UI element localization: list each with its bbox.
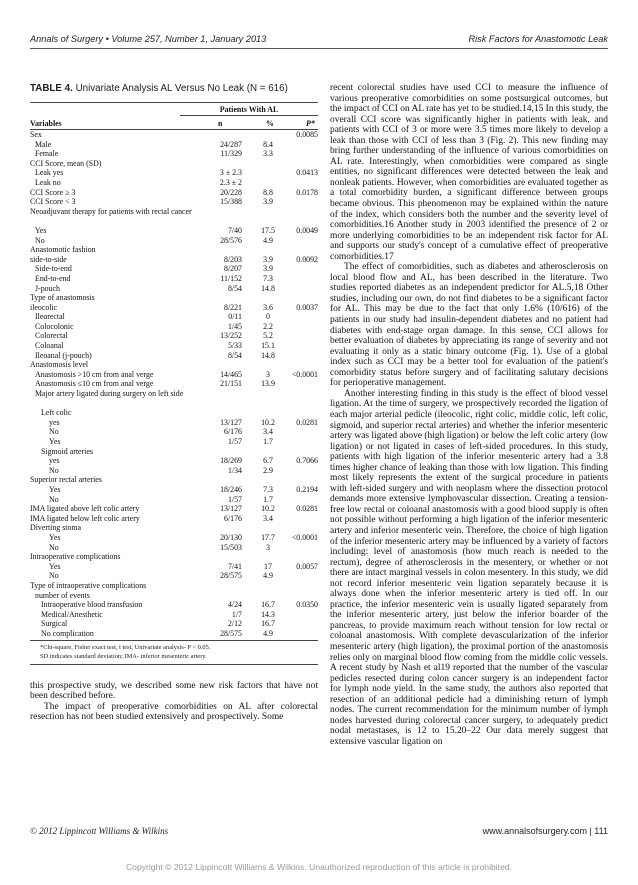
table-cell-variable: Leak yes xyxy=(35,168,64,178)
table-cell-n: 18/246 xyxy=(220,484,242,494)
table-cell-percent: 15.1 xyxy=(261,341,275,351)
table-cell-n: 2.3 ± 2 xyxy=(219,177,242,187)
table-row xyxy=(30,197,318,207)
table-cell-p: 0.0057 xyxy=(296,561,318,571)
table-row xyxy=(30,619,318,629)
table-cell-percent: 14.8 xyxy=(261,283,275,293)
table-cell-variable: Yes xyxy=(49,561,61,571)
table-cell-percent: 17 xyxy=(264,561,272,571)
table-row xyxy=(30,207,318,226)
footer-url-page: www.annalsofsurgery.com | 111 xyxy=(482,826,608,836)
table-bottom-rule xyxy=(30,640,318,641)
table-cell-variable: Anastomotic fashion xyxy=(30,245,96,255)
table-footnote-abbrev: SD indicates standard deviation; IMA- inferior mesenteric artery. xyxy=(40,653,207,661)
table-cell-n: 21/151 xyxy=(220,379,242,389)
table-row xyxy=(30,466,318,476)
table-cell-variable: Surgical xyxy=(41,619,68,629)
paragraph: this prospective study, we described some new risk factors that have not been described before. xyxy=(30,680,318,702)
table-cell-variable: Neoadjuvant therapy for patients with rectal cancer xyxy=(30,206,192,216)
table-cell-percent: 2.9 xyxy=(263,465,273,475)
table-cell-variable: Ileorectal xyxy=(35,312,65,322)
table-row xyxy=(30,379,318,389)
table-cell-percent: 4.9 xyxy=(263,628,273,638)
table-cell-percent: 3 xyxy=(266,369,270,379)
running-header xyxy=(30,34,608,44)
table-row xyxy=(30,284,318,294)
table-cell-variable: Yes xyxy=(49,532,61,542)
table-row xyxy=(30,351,318,361)
table-cell-percent: 3.9 xyxy=(263,264,273,274)
table-caption xyxy=(30,83,318,95)
table-cell-percent: 1.7 xyxy=(263,494,273,504)
table-group-header: Patients With AL xyxy=(219,105,279,114)
table-cell-p: 0.0413 xyxy=(296,168,318,178)
table-cell-n: 1/57 xyxy=(227,437,242,446)
table-cell-variable: CCI Score ≥ 3 xyxy=(30,187,76,197)
journal-header: Annals of Surgery • Volume 257, Number 1, January 2013 xyxy=(30,34,267,44)
table-row xyxy=(30,629,318,639)
table-row xyxy=(30,427,318,437)
table-cell-n: 8/54 xyxy=(227,350,242,360)
table-row xyxy=(30,322,318,332)
table-row xyxy=(30,571,318,581)
table-cell-variable: ileocolic xyxy=(30,302,58,312)
table-cell-n: 1/57 xyxy=(227,494,242,504)
table-row xyxy=(30,303,318,313)
col-header-percent: % xyxy=(266,119,274,128)
table-label: TABLE 4. xyxy=(30,83,73,94)
table-cell-percent: 17.7 xyxy=(261,532,275,542)
table-row xyxy=(30,312,318,322)
table-cell-n: 8/54 xyxy=(227,283,242,293)
table-cell-percent: 2.2 xyxy=(263,321,273,331)
table-row xyxy=(30,485,318,495)
table-cell-variable: Sigmoid arteries xyxy=(41,446,93,456)
table-row xyxy=(30,389,318,408)
table-cell-n: 1/34 xyxy=(227,465,242,475)
table-cell-percent: 8.8 xyxy=(263,187,273,197)
table-cell-variable: No xyxy=(49,571,59,581)
table-cell-variable: No xyxy=(35,235,45,245)
table-cell-p: 0.7066 xyxy=(296,456,318,466)
table-cell-n: 6/176 xyxy=(224,513,242,523)
table-row xyxy=(30,600,318,610)
table-row xyxy=(30,475,318,485)
table-row xyxy=(30,245,318,255)
table-cell-n: 15/503 xyxy=(220,542,242,552)
table-cell-percent: 13.9 xyxy=(261,379,275,389)
table-footnote-stats: *Chi-square, Fisher exact test, t test, Univariate analysis- P < 0.05. xyxy=(40,644,211,652)
table-cell-percent: 3.9 xyxy=(263,254,273,264)
table-cell-variable: J-pouch xyxy=(35,283,60,293)
table-cell-n: 3 ± 2.3 xyxy=(219,168,242,178)
header-rule xyxy=(30,48,608,49)
table-cell-n: 28/575 xyxy=(220,628,242,638)
left-column xyxy=(30,83,318,723)
table-row xyxy=(30,610,318,620)
table-cell-percent: 10.2 xyxy=(261,417,275,427)
table-row xyxy=(30,331,318,341)
table-cell-n: 13/127 xyxy=(220,504,242,514)
table-cell-percent: 16.7 xyxy=(261,619,275,629)
table-cell-variable: No complication xyxy=(41,628,94,638)
table-cell-variable: End-to-end xyxy=(35,273,71,283)
table-cell-p: <0.0001 xyxy=(291,369,318,379)
table-cell-percent: 8.4 xyxy=(263,139,273,149)
table-row xyxy=(30,274,318,284)
table-cell-n: 13/127 xyxy=(220,417,242,427)
table-cell-variable: Diverting stoma xyxy=(30,523,82,533)
table-cell-n: 20/130 xyxy=(220,532,242,542)
table-cell-n: 20/228 xyxy=(220,187,242,197)
table-cell-p: <0.0001 xyxy=(291,532,318,542)
table-footnotes xyxy=(30,644,318,661)
table-cell-variable: No xyxy=(49,542,59,552)
table-cell-percent: 17.5 xyxy=(261,225,275,235)
table-cell-variable: Type of intraoperative complications xyxy=(30,580,147,590)
table-row xyxy=(30,591,318,601)
table-row xyxy=(30,408,318,418)
table-cell-variable: No xyxy=(49,494,59,504)
table-cell-n: 15/388 xyxy=(220,197,242,207)
table-cell-variable: Colocolonic xyxy=(35,321,74,331)
table-row xyxy=(30,456,318,466)
table-row xyxy=(30,188,318,198)
table-cell-n: 6/176 xyxy=(224,427,242,437)
table-cell-n: 14/465 xyxy=(220,369,242,379)
table-row xyxy=(30,293,318,303)
table-cell-percent: 4.9 xyxy=(263,235,273,245)
table-row xyxy=(30,264,318,274)
table-row xyxy=(30,514,318,524)
table-row xyxy=(30,370,318,380)
table-cell-p: 0.0085 xyxy=(296,130,318,139)
table-cell-variable: yes xyxy=(49,417,60,427)
col-header-n: n xyxy=(218,119,223,128)
table-cell-n: 11/329 xyxy=(220,149,242,159)
table-cell-variable: Yes xyxy=(49,437,61,446)
table-cell-n: 1/7 xyxy=(231,609,242,619)
table-cell-n: 8/221 xyxy=(224,302,242,312)
table-cell-variable: Intraoperative complications xyxy=(30,552,121,562)
table-cell-n: 7/41 xyxy=(227,561,242,571)
table-cell-n: 18/269 xyxy=(220,456,242,466)
table-cell-variable: Medical/Anesthetic xyxy=(41,609,103,619)
table-row xyxy=(30,159,318,169)
table-cell-p: 0.0350 xyxy=(296,600,318,610)
table-cell-variable: Male xyxy=(35,139,52,149)
page-footer xyxy=(30,826,608,836)
table-body xyxy=(30,130,318,638)
table-row xyxy=(30,533,318,543)
table-cell-variable: Coloanal xyxy=(35,341,64,351)
table-cell-percent: 3.9 xyxy=(263,197,273,207)
table-row xyxy=(30,552,318,562)
table-cell-p: 0.0281 xyxy=(296,504,318,514)
paragraph: recent colorectal studies have used CCI to measure the influence of various preoperative comorbidities on some postsurgical outcomes, but the impact of CCI on AL rate has yet to be studied.14,15 In this study, the overall CCI score was significantly higher in patients with leak, and patients with CCI of 3 or more were 3.5 times more likely to develop a leak than those with CCI of less than 3 (Fig. 2). This new finding may bring further understanding of the influence of various comorbidities on AL rate. Interestingly, when comorbidities were compared as single entities, no significant differences were detected between the leak and nonleak patients. However, when comorbidities are evaluated together as a total comorbidity burden, a significant difference between groups became obvious. This phenomenon may be explained within the nature of the index, which considers both the number and the severity level of comorbidities.16 Another study in 2003 identified the presence of 2 or more underlying comorbidities to be an independent risk factor for AL and supports our study's concept of a cumulative effect of preoperative comorbidities.17 xyxy=(330,83,608,262)
table-cell-variable: Left colic xyxy=(41,408,72,418)
table-cell-percent: 14.8 xyxy=(261,350,275,360)
article-short-title: Risk Factors for Anastomotic Leak xyxy=(468,34,608,44)
table-row xyxy=(30,418,318,428)
table-cell-variable: yes xyxy=(49,456,60,466)
right-column xyxy=(330,83,608,747)
table-cell-variable: CCI Score < 3 xyxy=(30,197,76,207)
col-header-variables: Variables xyxy=(30,119,62,128)
table-row xyxy=(30,437,318,447)
table-cell-n: 5/33 xyxy=(227,341,242,351)
table-cell-variable: Type of anastomosis xyxy=(30,293,95,303)
table-cell-variable: Side-to-end xyxy=(35,264,72,274)
table-cell-n: 24/287 xyxy=(220,139,242,149)
table-cell-p: 0.0092 xyxy=(296,254,318,264)
table-cell-variable: Yes xyxy=(35,225,47,235)
table-cell-percent: 3 xyxy=(266,542,270,552)
table-cell-percent: 7.3 xyxy=(263,484,273,494)
paragraph: The impact of preoperative comorbidities on AL after colorectal resection has not been studied extensively and prospectively. Some xyxy=(30,701,318,723)
table-cell-n: 2/12 xyxy=(227,619,242,629)
table-cell-percent: 14.3 xyxy=(261,609,275,619)
col-header-p: P* xyxy=(306,119,315,128)
table-cell-variable: Sex xyxy=(30,130,42,139)
table-top-rule xyxy=(30,102,318,103)
table-row xyxy=(30,543,318,553)
table-cell-p: 0.0178 xyxy=(296,187,318,197)
table-cell-p: 0.2194 xyxy=(296,484,318,494)
table-cell-n: 8/207 xyxy=(224,264,242,274)
table-cell-variable: Yes xyxy=(49,484,61,494)
table-cell-variable: CCI Score, mean (SD) xyxy=(30,158,102,168)
table-row xyxy=(30,236,318,246)
paragraph: Another interesting finding in this study is the effect of blood vessel ligation. At the time of surgery, we prospectively recorded the ligation of each major arterial pedicle (ileocolic, right colic, middle colic, left colic, sigmoid, and superior rectal arteries) and whether the inferior mesenteric artery was ligated above (high ligation) or below the left colic artery (low ligation) or not ligated in cases of left-sided procedures. In this study, patients with high ligation of the inferior mesenteric artery had a 3.8 times higher chance of leaking than those with low ligation. This finding most likely represents the extent of the surgical procedure in patients with left-sided surgery and with neoplasm where the dissection protocol demands more extensive lymphovascular dissection. Creating a tension-free low rectal or coloanal anastomosis with a good blood supply is often not possible without performing a high ligation of the inferior mesenteric artery and inferior mesenteric vein. Therefore, the choice of high ligation of the inferior mesenteric artery may be influenced by a variety of factors including: level of anastomosis (how much reach is needed to the rectum), degree of atherosclerosis in the mesentery, or whether or not there are intact marginal vessels in colon mesentery. In this study, we did not record inferior mesenteric vein ligation separately because it is always done when the inferior mesenteric artery is tied off. In our practice, the inferior mesenteric vein is usually ligated separately from the inferior mesenteric artery, just below the inferior boarder of the pancreas, to provide maximum reach without tension for low rectal or coloanal anastomosis. With complete devascularization of the inferior mesenteric artery (high ligation), the proximal portion of the anastomosis relies only on marginal blood flow coming from the middle colic vessels. A recent study by Nash et al19 reported that the number of the vascular pedicles resected during colon cancer surgery is an independent factor for lymph node yield. In the same study, the authors also reported that resection of an additional pedicle had a diminishing return of lymph nodes. The current recommendation for the minimum number of lymph nodes harvested during colorectal cancer surgery, to adequately predict nodal metastases, is 12 to 15.20–22 Our data merely suggest that extensive vascular ligation on xyxy=(330,388,608,747)
table-row xyxy=(30,504,318,514)
table-row xyxy=(30,562,318,572)
table-cell-variable: IMA ligated below left colic artery xyxy=(30,513,140,523)
table-cell-percent: 3.4 xyxy=(263,427,273,437)
table-cell-variable: Colorectal xyxy=(35,331,68,341)
table-row xyxy=(30,495,318,505)
table-cell-percent: 7.3 xyxy=(263,273,273,283)
table-cell-n: 13/252 xyxy=(220,331,242,341)
table-row xyxy=(30,341,318,351)
table-cell-n: 11/152 xyxy=(220,273,242,283)
table-row xyxy=(30,447,318,457)
table-cell-n: 7/40 xyxy=(227,225,242,235)
table-row xyxy=(30,226,318,236)
table-cell-percent: 3.6 xyxy=(263,302,273,312)
table-cell-n: 0/11 xyxy=(228,312,242,322)
table-cell-variable: No xyxy=(49,465,59,475)
table-row xyxy=(30,149,318,159)
table-row xyxy=(30,523,318,533)
table-cell-variable: Major artery ligated during surgery on left side xyxy=(35,389,184,399)
table-cell-variable: number of events xyxy=(35,590,90,600)
table-cell-n: 28/575 xyxy=(220,571,242,581)
table-cell-variable: Female xyxy=(35,149,59,159)
table-row xyxy=(30,130,318,140)
table-row xyxy=(30,140,318,150)
table-cell-variable: Intraoperative blood transfusion xyxy=(41,600,143,610)
paragraph: The effect of comorbidities, such as diabetes and atherosclerosis on local blood flow and AL, has been described in the literature. Two studies reported diabetes as an independent predictor for AL.5,18 Other studies, including our own, do not find diabetes to be a significant factor for AL. This may be due to the fact that only 1.6% (10/616) of the patients in our study had insulin-dependent diabetes and no patient had diabetes with end-stage organ damage. In this sense, CCI allows for better evaluation of diabetes by appreciating its range of severity and not evaluating it only as a static binary outcome (Fig. 1). Use of a global index such as CCI may be a better tool for evaluation of the patient's comorbidity status before surgery and of facilitating salutary decisions for perioperative management. xyxy=(330,262,608,389)
table-cell-variable: Leak no xyxy=(35,177,61,187)
table-cell-variable: side-to-side xyxy=(30,254,67,264)
table-row xyxy=(30,178,318,188)
table-cell-percent: 10.2 xyxy=(261,504,275,514)
table-column-headers xyxy=(30,116,318,129)
footnote-rule xyxy=(30,664,318,665)
table-cell-n: 1/45 xyxy=(227,321,242,331)
table-cell-percent: 3.4 xyxy=(263,513,273,523)
table-cell-percent: 6.7 xyxy=(263,456,273,466)
table-cell-percent: 16.7 xyxy=(261,600,275,610)
footer-publisher: © 2012 Lippincott Williams & Wilkins xyxy=(30,826,169,836)
table-cell-percent: 4.9 xyxy=(263,571,273,581)
table-cell-n: 8/203 xyxy=(224,254,242,264)
table-cell-n: 28/576 xyxy=(220,235,242,245)
table-cell-variable: Anastomosis level xyxy=(30,360,89,370)
table-cell-percent: 1.7 xyxy=(263,437,273,446)
table-cell-percent: 5.2 xyxy=(263,331,273,341)
copyright-notice: Copyright © 2012 Lippincott Williams & Wilkins. Unauthorized reproduction of this article is prohibited. xyxy=(125,862,513,872)
table-cell-percent: 3.3 xyxy=(263,149,273,159)
left-body-text xyxy=(30,681,318,723)
table-cell-p: 0.0049 xyxy=(296,225,318,235)
table-row xyxy=(30,360,318,370)
table-cell-variable: IMA ligated above left colic artery xyxy=(30,504,140,514)
table-cell-n: 4/24 xyxy=(227,600,242,610)
table-cell-variable: Anastomosis >10 cm from anal verge xyxy=(35,369,154,379)
table-cell-p: 0.0281 xyxy=(296,417,318,427)
table-row xyxy=(30,168,318,178)
table-row xyxy=(30,581,318,591)
table-cell-variable: No xyxy=(49,427,59,437)
table-cell-variable: Superior rectal arteries xyxy=(30,475,102,485)
table-row xyxy=(30,255,318,265)
table-cell-variable: Anastomosis ≤10 cm from anal verge xyxy=(35,379,154,389)
table-cell-percent: 0 xyxy=(266,312,270,322)
table-cell-p: 0.0037 xyxy=(296,302,318,312)
table-cell-variable: Ileoanal (j-pouch) xyxy=(35,350,92,360)
table-title: Univariate Analysis AL Versus No Leak (N = 616) xyxy=(75,83,288,94)
